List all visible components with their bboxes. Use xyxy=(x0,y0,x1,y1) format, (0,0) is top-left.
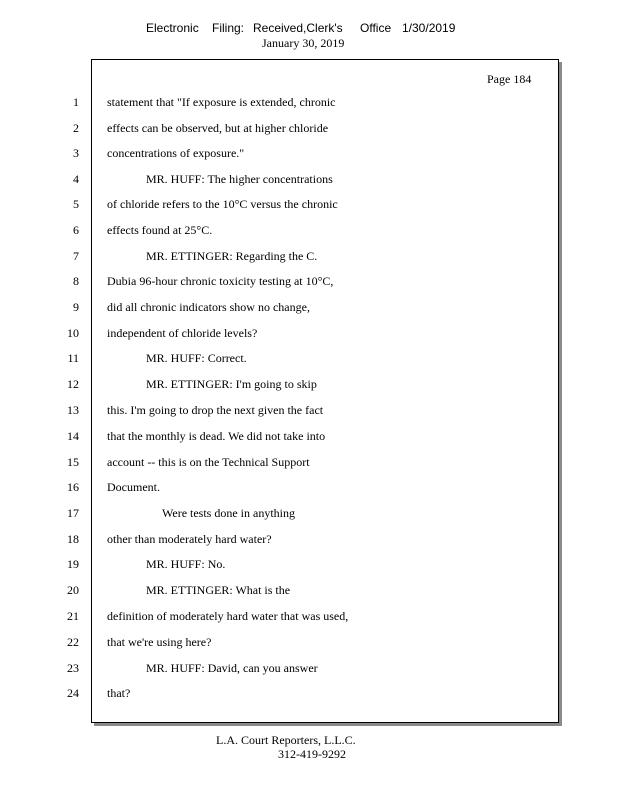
line-number: 23 xyxy=(67,661,79,675)
line-number: 24 xyxy=(67,686,79,700)
transcript-line: account -- this is on the Technical Support xyxy=(107,455,310,469)
line-number: 11 xyxy=(67,351,79,365)
line-number: 16 xyxy=(67,480,79,494)
transcript-line: definition of moderately hard water that was used, xyxy=(107,609,349,623)
line-number: 8 xyxy=(73,274,79,288)
footer-company: L.A. Court Reporters, L.L.C. xyxy=(216,733,356,747)
line-number: 6 xyxy=(73,223,79,237)
transcript-line: MR. HUFF: The higher concentrations xyxy=(146,172,333,186)
page-number: Page 184 xyxy=(487,72,532,86)
transcript-line: MR. HUFF: No. xyxy=(146,557,226,571)
line-number: 3 xyxy=(73,146,79,160)
line-number: 22 xyxy=(67,635,79,649)
line-number: 10 xyxy=(67,326,79,340)
transcript-line: effects found at 25°C. xyxy=(107,223,213,237)
stamp-date: 1/30/2019 xyxy=(402,21,456,35)
transcript-line: effects can be observed, but at higher chloride xyxy=(107,121,329,135)
transcript-line: MR. HUFF: Correct. xyxy=(146,351,247,365)
line-number: 14 xyxy=(67,429,79,443)
stamp-filing: Filing: xyxy=(212,21,245,35)
line-number: 12 xyxy=(67,377,79,391)
transcript-line: that the monthly is dead. We did not take into xyxy=(107,429,326,443)
line-number: 2 xyxy=(73,121,79,135)
footer-phone: 312-419-9292 xyxy=(278,747,346,761)
line-number: 19 xyxy=(67,557,79,571)
transcript-line: this. I'm going to drop the next given the fact xyxy=(107,403,324,417)
transcript-line: Document. xyxy=(107,480,160,494)
transcript-line: of chloride refers to the 10°C versus the chronic xyxy=(107,197,338,211)
line-number: 13 xyxy=(67,403,79,417)
stamp-office: Office xyxy=(360,21,392,35)
transcript-line: statement that "If exposure is extended, chronic xyxy=(107,95,336,109)
transcript-line: concentrations of exposure." xyxy=(107,146,245,160)
transcript-line: MR. ETTINGER: What is the xyxy=(146,583,291,597)
line-number: 9 xyxy=(73,300,79,314)
line-number: 20 xyxy=(67,583,79,597)
transcript-line: that? xyxy=(107,686,131,700)
line-number: 21 xyxy=(67,609,79,623)
line-number: 15 xyxy=(67,455,79,469)
transcript-line: Dubia 96-hour chronic toxicity testing at 10°C, xyxy=(107,274,334,288)
filed-date: January 30, 2019 xyxy=(262,36,345,50)
stamp-electronic: Electronic xyxy=(146,21,199,35)
transcript-line: Were tests done in anything xyxy=(162,506,296,520)
transcript-line: other than moderately hard water? xyxy=(107,532,272,546)
filing-stamp xyxy=(0,21,618,37)
transcript-line: MR. ETTINGER: Regarding the C. xyxy=(146,249,318,263)
stamp-received-clerk: Received,Clerk's xyxy=(253,21,343,35)
transcript-line: that we're using here? xyxy=(107,635,212,649)
line-number: 1 xyxy=(73,95,79,109)
line-number: 5 xyxy=(73,197,79,211)
transcript-line: independent of chloride levels? xyxy=(107,326,258,340)
transcript-line: MR. HUFF: David, can you answer xyxy=(146,661,318,675)
line-number: 17 xyxy=(67,506,79,520)
transcript-line: MR. ETTINGER: I'm going to skip xyxy=(146,377,317,391)
transcript-line: did all chronic indicators show no change, xyxy=(107,300,310,314)
line-number: 7 xyxy=(73,249,79,263)
line-number: 4 xyxy=(73,172,79,186)
line-number: 18 xyxy=(67,532,79,546)
